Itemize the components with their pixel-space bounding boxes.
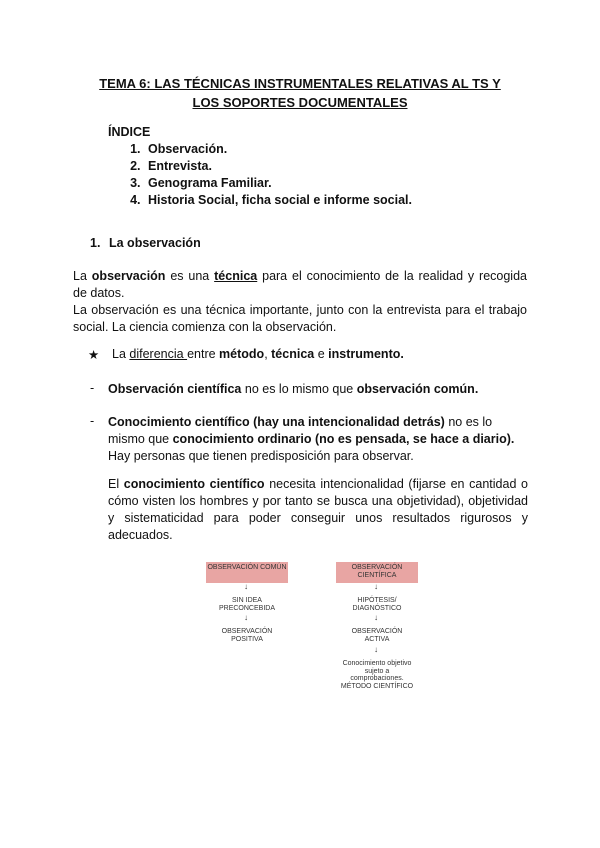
bold-text: Conocimiento científico (hay una intencionalidad detrás) [108,415,445,429]
index-list [108,141,412,209]
title-line-1: TEMA 6: LAS TÉCNICAS INSTRUMENTALES RELATIVAS AL TS Y [99,76,501,91]
index-heading: ÍNDICE [108,125,151,139]
table-of-contents [108,124,412,209]
observation-diagram [206,560,426,700]
dash-bullet-text [108,381,528,398]
common-observation-box: OBSERVACIÓN COMÚN [206,562,288,583]
down-arrow-icon: ↓ [374,645,378,654]
underlined-text: diferencia [129,347,188,361]
right-step-2: OBSERVACIÓN ACTIVA [351,628,403,643]
scientific-observation-box: OBSERVACIÓN CIENTÍFICA [336,562,418,583]
bold-text: observación común. [356,382,479,396]
bold-text: Observación científica [108,382,242,396]
right-step-1: HIPÓTESIS/ DIAGNÓSTICO [352,597,402,612]
text-run: entre [187,347,220,361]
text-run: es una [165,269,215,283]
left-step-2: OBSERVACIÓN POSITIVA [221,628,273,643]
text-run: Hay personas que tienen predisposición para observar. [108,449,414,463]
index-item: 3. Genograma Familiar. [144,175,412,192]
text-run: , [264,347,272,361]
index-item: 4. Historia Social, ficha social e informe social. [144,192,412,209]
page-title [60,74,540,112]
bold-text: instrumento. [328,347,404,361]
dash-bullet-text [108,414,528,465]
section-title: La observación [109,236,201,250]
dash-bullet-icon: - [90,381,95,395]
paragraph-2: La observación es una técnica importante, junto con la entrevista para el trabajo social. La ciencia comienza con la observación. [73,303,527,334]
bold-text: conocimiento científico [123,477,265,491]
right-step-3: Conocimiento objetivo sujeto a comprobaciones. MÉTODO CIENTÍFICO [340,660,414,690]
left-step-1: SIN IDEA PRECONCEBIDA [218,597,275,612]
section-number: 1. [90,236,101,250]
text-run: El [108,477,124,491]
text-run: para el conocimiento de la realidad y recogida de datos. [73,269,527,300]
down-arrow-icon: ↓ [374,582,378,591]
dash-bullet-icon: - [90,414,95,428]
text-run: La [112,347,130,361]
text-run: no es lo mismo que [108,415,493,446]
down-arrow-icon: ↓ [244,613,248,622]
bold-underlined-text: técnica [214,269,258,283]
title-line-2: LOS SOPORTES DOCUMENTALES [192,95,408,110]
section-heading [90,236,201,250]
down-arrow-icon: ↓ [374,613,378,622]
text-run: necesita intencionalidad (fijarse en cantidad o cómo visten los hombres y por tanto se busca una objetividad), objetividad y sistematicidad para poder conseguir unos resultados rigurosos y adecuados. [108,477,528,542]
text-run: e [314,347,329,361]
paragraph-1 [73,268,527,302]
index-item: 2. Entrevista. [144,158,412,175]
bold-text: conocimiento ordinario (no es pensada, se hace a diario). [172,432,515,446]
star-bullet-icon: ★ [88,348,100,362]
index-item: 1. Observación. [144,141,412,158]
star-bullet-text [112,347,404,361]
down-arrow-icon: ↓ [244,582,248,591]
bold-text: técnica [271,347,315,361]
paragraph-3 [108,476,528,544]
bold-text: observación [91,269,166,283]
text-run: La [73,269,92,283]
text-run: no es lo mismo que [241,382,357,396]
bold-text: método [219,347,265,361]
